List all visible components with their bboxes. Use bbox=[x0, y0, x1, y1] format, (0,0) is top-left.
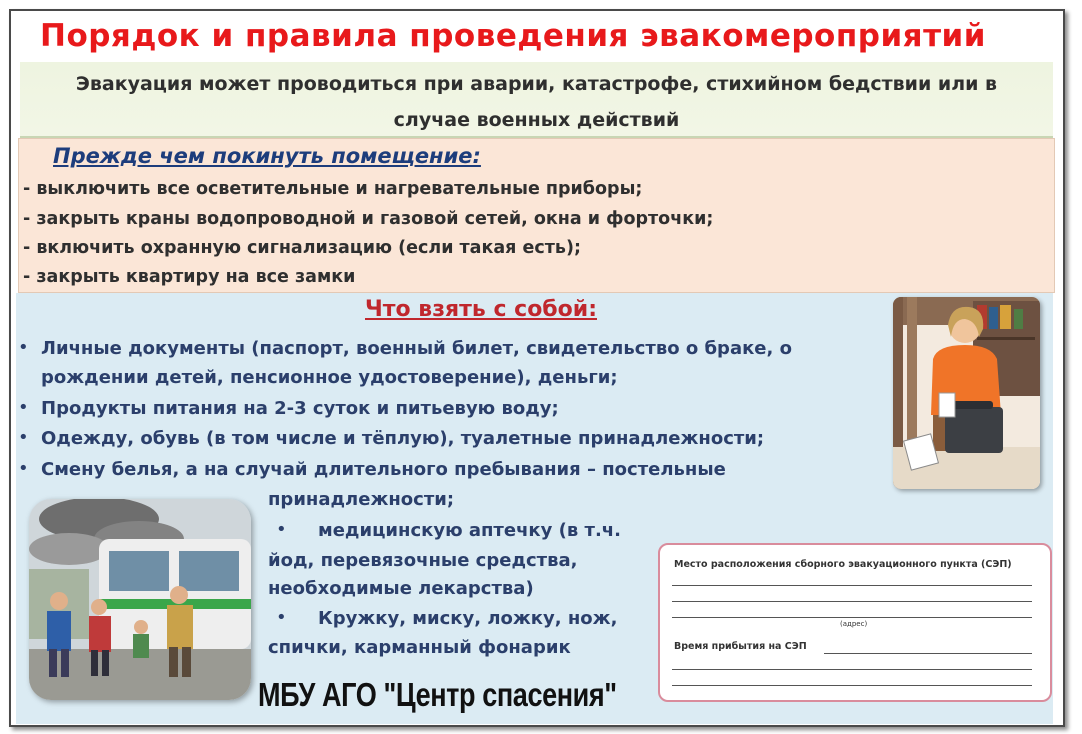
before-item: - включить охранную сигнализацию (если такая есть); bbox=[23, 238, 581, 258]
take-item-1-line-1: Личные документы (паспорт, военный билет, свидетельство о браке, о bbox=[41, 338, 792, 359]
take-item-2: Продукты питания на 2-3 суток и питьевую воду; bbox=[41, 398, 559, 419]
take-item-5-line-3: необходимые лекарства) bbox=[268, 578, 534, 599]
before-item: - закрыть квартиру на все замки bbox=[23, 267, 356, 287]
address-caption: (адрес) bbox=[840, 620, 868, 628]
intro-text bbox=[20, 66, 1053, 138]
bullet-icon: • bbox=[18, 458, 29, 479]
bullet-icon: • bbox=[18, 337, 29, 358]
before-item: - закрыть краны водопроводной и газовой сетей, окна и форточки; bbox=[23, 209, 714, 229]
intro-line-2: случае военных действий bbox=[393, 109, 680, 131]
form-line bbox=[672, 601, 1032, 602]
page-title: Порядок и правила проведения эвакомероприятий bbox=[40, 18, 986, 54]
packing-woman-illustration bbox=[893, 297, 1040, 489]
form-line bbox=[672, 685, 1032, 686]
bullet-icon: • bbox=[276, 519, 287, 540]
form-line bbox=[672, 617, 1032, 618]
bullet-icon: • bbox=[18, 397, 29, 418]
organization-footer: МБУ АГО "Центр спасения" bbox=[258, 676, 617, 713]
assembly-point-label: Место расположения сборного эвакуационного пункта (СЭП) bbox=[674, 559, 1012, 570]
before-leaving-panel bbox=[18, 138, 1055, 293]
before-leaving-heading: Прежде чем покинуть помещение: bbox=[53, 144, 481, 168]
form-line bbox=[672, 669, 1032, 670]
what-to-take-heading: Что взять с собой: bbox=[365, 297, 597, 322]
evacuation-bus-illustration bbox=[29, 499, 251, 700]
intro-line-1: Эвакуация может проводиться при аварии, катастрофе, стихийном бедствии или в bbox=[75, 73, 998, 95]
take-item-6-line-2: спички, карманный фонарик bbox=[268, 637, 571, 658]
before-item: - выключить все осветительные и нагревательные приборы; bbox=[23, 179, 643, 199]
assembly-point-form bbox=[658, 543, 1052, 702]
bullet-icon: • bbox=[18, 427, 29, 448]
take-item-4-line-1: Смену белья, а на случай длительного пребывания – постельные bbox=[41, 459, 726, 480]
take-item-5-line-1: медицинскую аптечку (в т.ч. bbox=[318, 520, 621, 541]
take-item-4-line-2: принадлежности; bbox=[268, 489, 455, 510]
take-item-3: Одежду, обувь (в том числе и тёплую), туалетные принадлежности; bbox=[41, 428, 765, 449]
form-line bbox=[824, 653, 1032, 654]
bullet-icon: • bbox=[276, 607, 287, 628]
intro-panel bbox=[20, 62, 1053, 138]
take-item-6-line-1: Кружку, миску, ложку, нож, bbox=[318, 608, 618, 629]
form-line bbox=[672, 585, 1032, 586]
take-item-1-line-2: рождении детей, пенсионное удостоверение), деньги; bbox=[41, 367, 618, 388]
take-item-5-line-2: йод, перевязочные средства, bbox=[268, 550, 578, 571]
arrival-time-label: Время прибытия на СЭП bbox=[674, 641, 807, 652]
